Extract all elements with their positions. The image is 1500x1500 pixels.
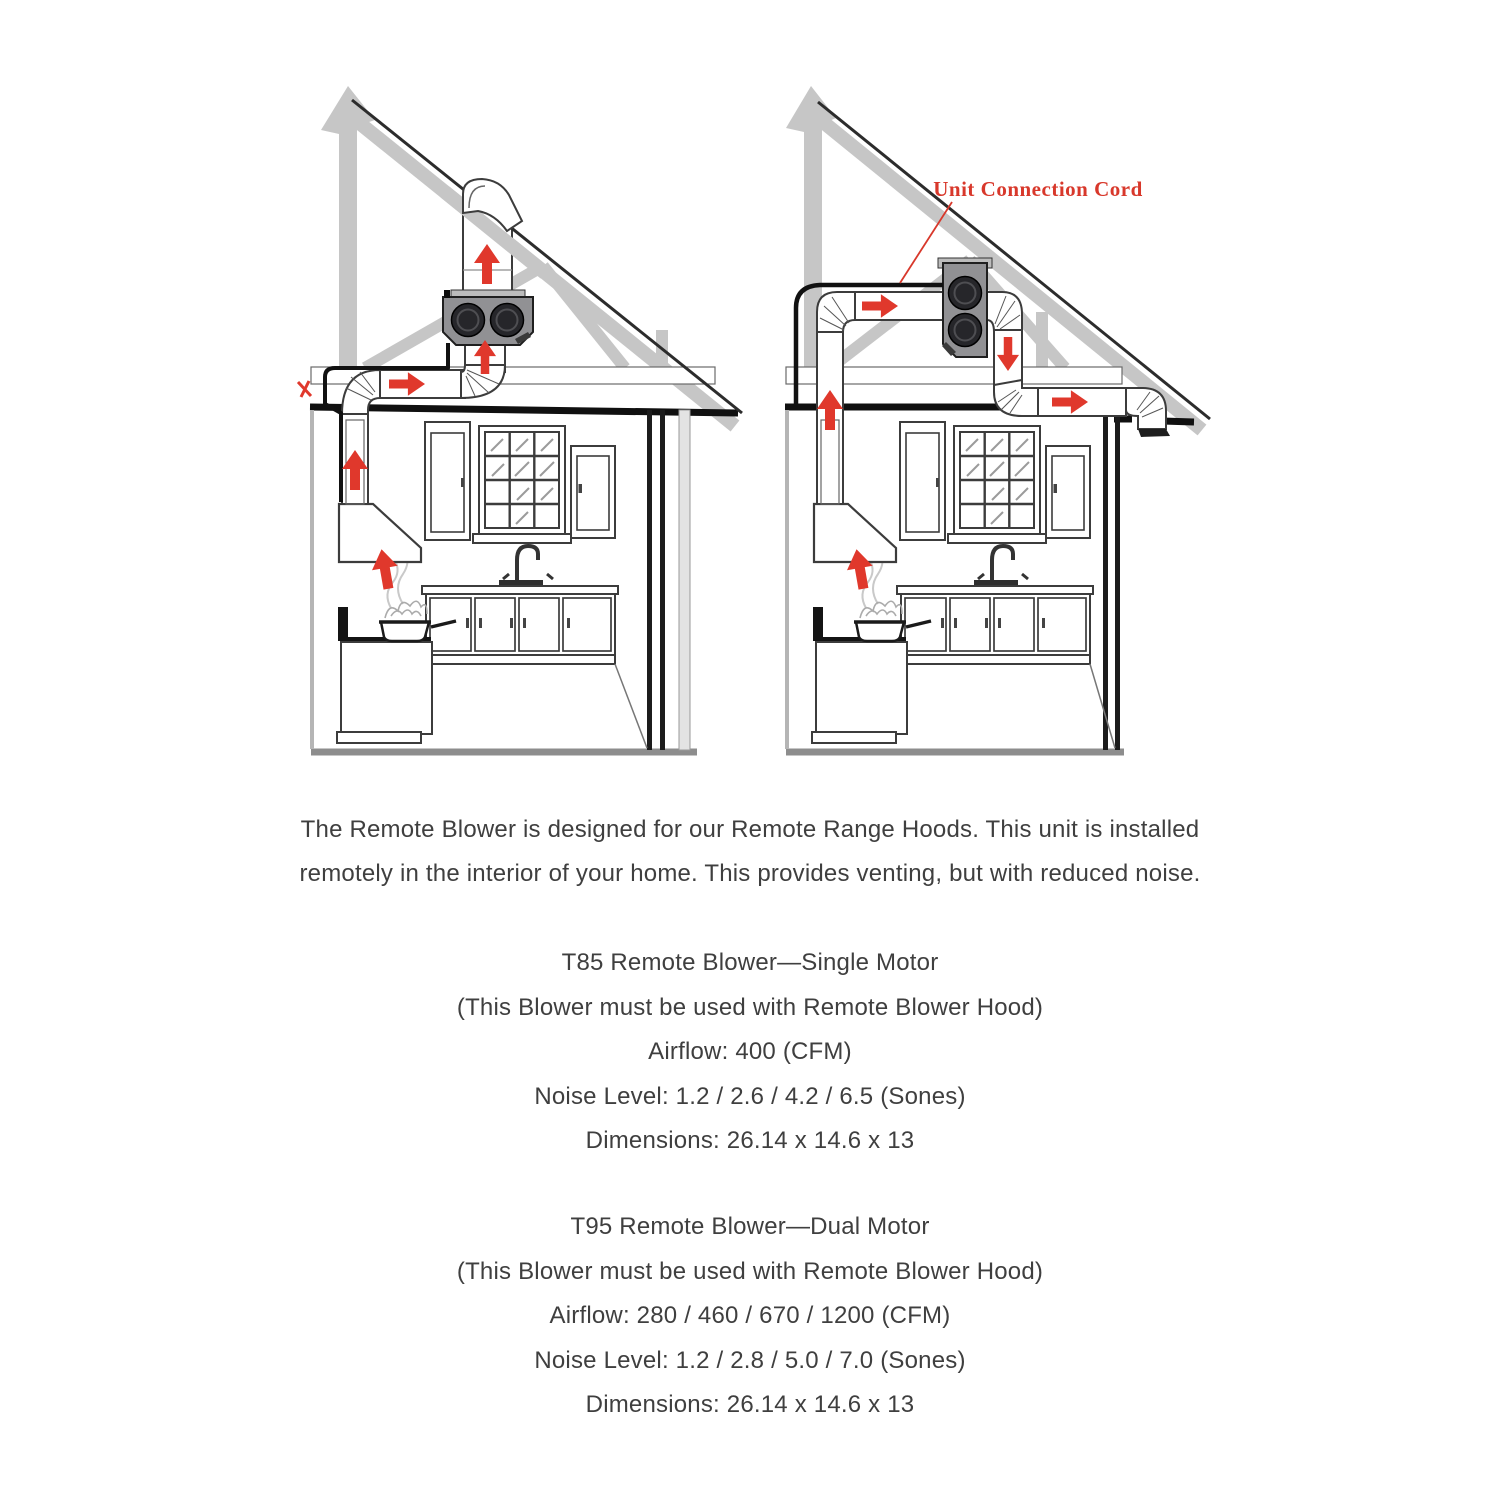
sink-faucet	[499, 546, 553, 585]
intro-line-2: remotely in the interior of your home. This provides venting, but with reduced noise.	[299, 860, 1201, 887]
kitchen	[812, 422, 1115, 748]
floor-perspective-line	[1090, 664, 1115, 748]
red-mark	[298, 381, 311, 397]
blower-motor	[949, 314, 982, 347]
floor-perspective-line	[615, 664, 647, 748]
right-house-cutaway	[770, 80, 1220, 780]
right-installation-diagram	[770, 80, 1220, 780]
upper-cabinet-left	[425, 422, 470, 540]
product-airflow: Airflow: 280 / 460 / 670 / 1200 (CFM)	[549, 1302, 951, 1329]
upper-cabinet-right	[571, 446, 615, 538]
left-installation-diagram	[295, 80, 745, 780]
cord-nub	[444, 290, 450, 298]
intro-line-1: The Remote Blower is designed for our Remote Range Hoods. This unit is installed	[300, 816, 1200, 843]
sink-faucet	[974, 546, 1028, 585]
window-sill	[948, 534, 1046, 543]
lower-cabinets	[901, 594, 1090, 664]
countertop	[422, 586, 618, 594]
product-title: T85 Remote Blower—Single Motor	[561, 949, 939, 976]
window-sill	[473, 534, 571, 543]
right-wall-door-frame	[1103, 410, 1120, 750]
blower-unit	[938, 258, 992, 357]
product-requirement: (This Blower must be used with Remote Blower Hood)	[456, 993, 1044, 1021]
product-requirement: (This Blower must be used with Remote Blower Hood)	[456, 1257, 1044, 1285]
product-airflow: Airflow: 400 (CFM)	[648, 1038, 852, 1065]
product-noise-level: Noise Level: 1.2 / 2.6 / 4.2 / 6.5 (Sones)	[534, 1082, 966, 1110]
upper-cabinet-right	[1046, 446, 1090, 538]
upper-cabinet-left	[900, 422, 945, 540]
ceiling-line	[310, 407, 738, 413]
right-wall-door-frame	[647, 410, 690, 750]
unit-connection-cord-label: Unit Connection Cord	[933, 177, 1143, 201]
countertop	[897, 586, 1093, 594]
blower-unit	[443, 290, 533, 345]
blower-motor	[491, 304, 524, 337]
intro-paragraph	[0, 808, 1500, 896]
kitchen-window	[948, 426, 1046, 543]
left-house-cutaway	[295, 80, 745, 780]
blower-motor	[452, 304, 485, 337]
product-dimensions: Dimensions: 26.14 x 14.6 x 13	[585, 1127, 915, 1154]
product-dimensions: Dimensions: 26.14 x 14.6 x 13	[585, 1391, 915, 1418]
t85-spec-block	[0, 941, 1500, 1164]
lower-cabinets	[426, 594, 615, 664]
product-title: T95 Remote Blower—Dual Motor	[570, 1213, 930, 1240]
pot-food	[860, 601, 902, 618]
duct-end-cap	[1138, 429, 1170, 437]
t95-spec-block	[0, 1205, 1500, 1428]
blower-motor	[949, 277, 982, 310]
duct-elbow-down-right	[994, 380, 1038, 416]
duct-elbow-eave	[1126, 388, 1166, 429]
pot-food	[385, 601, 427, 618]
product-noise-level: Noise Level: 1.2 / 2.8 / 5.0 / 7.0 (Sones)	[534, 1346, 966, 1374]
kitchen-window	[473, 426, 571, 543]
